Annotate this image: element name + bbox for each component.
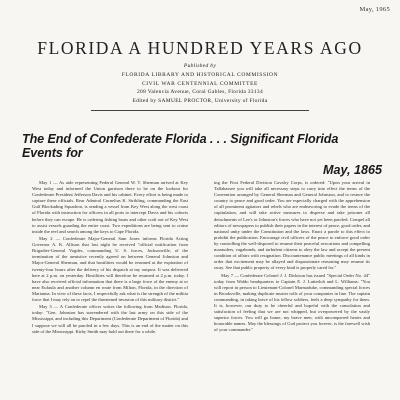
publication-title: FLORIDA A HUNDRED YEARS AGO bbox=[37, 38, 363, 58]
left-column bbox=[32, 180, 188, 336]
editor-line: Edited by SAMUEL PROCTOR, University of Florida bbox=[132, 98, 268, 105]
publisher-line-1: FLORIDA LIBRARY AND HISTORICAL COMMISSION bbox=[121, 71, 279, 78]
article-title bbox=[22, 132, 382, 177]
publisher-address: 208 Valencia Avenue, Coral Gables, Florida 33134 bbox=[136, 89, 263, 96]
paragraph: May 7 — Confederate Colonel J. J. Dickison has issued "Special Order No. 44" today from Waldo headquarters to Captain E. J. Lutterloh and L. Williams: "You will report in person to Lieutenant-Colonel Marmaduke, commanding special forces in Brooksville, making duplicate muster rolls of your companies in line. The captain commanding, in taking leave of his fellow soldiers, feels a deep sympathy for them. It is, however, our duty to be cheerful and hopeful with the consolation and satisfaction of feeling that we are not whipped, but overpowered by the vastly superior forces. You will go home, my brave men, with unconquered hearts and honorable names. May the blessings of God protect you forever, is the farewell wish of your commander." bbox=[214, 272, 370, 333]
paragraph: May 1 — As aide representing Federal General W. T. Sherman arrived at Key West today and informed the Union garrison there to be on the lookout for Confederate President Jefferson Davis and his cabinet. Every effort is being made to capture these officials. Rear Admiral Cornelius K. Stribling, commanding the East Gulf Blockading Squadron, is sending a vessel from Key West along the west coast of Florida with instruction for officers in all ports to intercept Davis and his cohorts before they can escape. He is ordering fishing boats and other craft out of Key West to assist vessels guarding the entire coast. Two expeditions are being sent to cruise inside the reef and search among the keys to Cape Florida. bbox=[32, 180, 188, 234]
publisher-line-2: CIVIL WAR CENTENNIAL COMMITTEE bbox=[141, 80, 259, 87]
masthead-divider bbox=[91, 110, 309, 111]
published-by: Published by bbox=[183, 63, 217, 69]
article-title-line-2: May, 1865 bbox=[322, 163, 382, 177]
paragraph: ing the First Federal Division Cavalry Corps, is ordered: "Upon your arrival in Tallahassee you will take all necessary steps to carry into effect the terms of the Convention arranged by General Sherman and General Johnston, and to restore the country to peace and good order. You are especially charged with the apprehension of all prominent agitators and rebels who are endeavoring to evade the terms of the capitulation, and will take active measures to disperse and take prisoner all detachments of Lee's or Johnston's forces who have not yet been paroled. Compel all editors of newspapers to publish their papers in the interest of peace, good order, and national unity under the Constitution and the laws. Enact a parole to this effect to prohibit the publication. Encourage civil officers of the peace to enforce good order by controlling the well-disposed to resume their peaceful avocations and compelling marauders, vagabonds, and turbulent citizens to obey the law and accept the present condition of affairs with resignation. Discountenance public meetings of all kinds in order that excitement may be allayed and dispassionate reasoning may resume its sway. See that public property of every kind is properly cared for." bbox=[214, 180, 371, 271]
paragraph: May 3 — A Confederate officer writes the following from Madison, Florida, today: "Gen. Johnston has surrendered with the last army on this side of the Mississippi, and including this Department (Confederate Department of Florida) and I suppose we will all be paroled in a few days. This is an end of the matter on this side of the Mississippi. Kirby Smith may hold out there for a while. bbox=[32, 304, 188, 334]
issue-date: May, 1965 bbox=[359, 6, 390, 13]
right-column bbox=[214, 180, 370, 335]
article-title-line-1: The End of Confederate Florida . . . Significant Florida Events for bbox=[22, 132, 339, 160]
paragraph: May 2 — Confederate Major-General Sam Jones informs Florida Acting Governor A. K. Allison that last night he received "official notification from Brigadier-General Vogdes, commanding U. S. forces, Jacksonville, of the termination of the armistice recently agreed on between General Johnston and Major-General Sherman, and that hostilities would be resumed at the expiration of twenty-four hours after the delivery of his dispatch at my outpost. It was delivered here at 2 p.m. on yesterday. Hostilities will therefore be resumed at 2 p.m. today. I have also received official information that there is a large force of the enemy at or near Eufaula and another column en route from Milton, Florida, in the direction of Marianna. In view of these facts, I respectfully ask what is the strength of the militia force that I may rely on to repel the threatened invasion of this military district." bbox=[32, 236, 188, 302]
masthead bbox=[30, 38, 370, 111]
